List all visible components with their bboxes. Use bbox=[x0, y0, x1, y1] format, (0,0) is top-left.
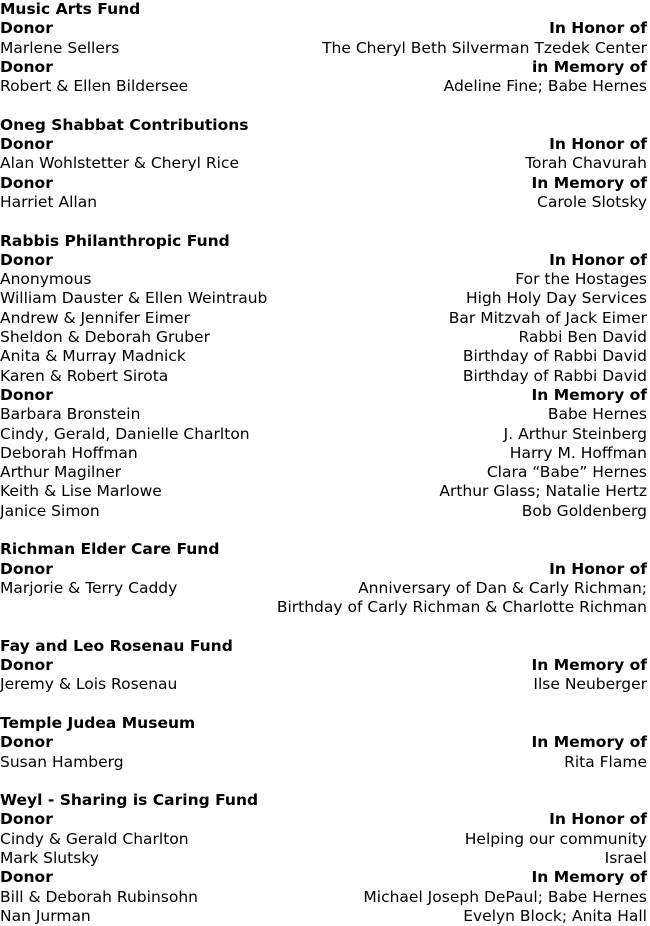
donor-name: Cindy, Gerald, Danielle Charlton bbox=[0, 424, 250, 443]
honoree-name: For the Hostages bbox=[515, 270, 647, 289]
donor-name: Alan Wohlstetter & Cheryl Rice bbox=[0, 154, 239, 173]
honoree-column-header: In Honor of bbox=[549, 810, 647, 829]
donation-row bbox=[0, 425, 647, 444]
column-header-row bbox=[0, 251, 647, 270]
honoree-name: Evelyn Block; Anita Hall bbox=[463, 906, 647, 925]
honoree-name: Bar Mitzvah of Jack Eimer bbox=[448, 308, 647, 327]
honoree-name: Adeline Fine; Babe Hernes bbox=[443, 77, 647, 96]
honoree-name bbox=[177, 579, 647, 618]
donor-name: Karen & Robert Sirota bbox=[0, 366, 169, 385]
donor-name: Anonymous bbox=[0, 270, 92, 289]
donation-row bbox=[0, 888, 647, 907]
column-header-row bbox=[0, 733, 647, 752]
donation-row bbox=[0, 289, 647, 308]
column-header-row bbox=[0, 135, 647, 154]
donation-row bbox=[0, 849, 647, 868]
honoree-column-header: In Honor of bbox=[549, 135, 647, 154]
fund-section bbox=[0, 540, 647, 617]
donor-name: Susan Hamberg bbox=[0, 752, 124, 771]
honoree-name: Birthday of Rabbi David bbox=[462, 347, 647, 366]
honoree-name: Clara “Babe” Hernes bbox=[486, 463, 647, 482]
fund-title: Music Arts Fund bbox=[0, 0, 141, 18]
fund-section bbox=[0, 637, 647, 695]
fund-section bbox=[0, 0, 647, 96]
fund-section bbox=[0, 714, 647, 772]
donor-column-header: Donor bbox=[0, 559, 53, 578]
donor-name: Sheldon & Deborah Gruber bbox=[0, 328, 210, 347]
fund-title: Temple Judea Museum bbox=[0, 713, 196, 732]
donor-column-header: Donor bbox=[0, 173, 53, 192]
fund-title: Fay and Leo Rosenau Fund bbox=[0, 636, 233, 655]
donor-name: Keith & Lise Marlowe bbox=[0, 482, 162, 501]
honoree-name: Helping our community bbox=[464, 829, 647, 848]
fund-title: Weyl - Sharing is Caring Fund bbox=[0, 791, 259, 810]
honoree-column-header: in Memory of bbox=[531, 57, 647, 76]
donor-name: Jeremy & Lois Rosenau bbox=[0, 675, 178, 694]
fund-title: Richman Elder Care Fund bbox=[0, 540, 220, 559]
donor-name: Barbara Bronstein bbox=[0, 405, 141, 424]
donor-name: Arthur Magilner bbox=[0, 463, 122, 482]
column-header-row bbox=[0, 58, 647, 77]
donor-column-header: Donor bbox=[0, 19, 53, 38]
donor-name: Mark Slutsky bbox=[0, 849, 99, 868]
donation-row bbox=[0, 444, 647, 463]
honoree-name: Michael Joseph DePaul; Babe Hernes bbox=[363, 887, 647, 906]
column-header-row bbox=[0, 560, 647, 579]
donor-name: Robert & Ellen Bildersee bbox=[0, 77, 189, 96]
honoree-line: Anniversary of Dan & Carly Richman; bbox=[358, 578, 647, 597]
honoree-column-header: In Memory of bbox=[531, 385, 647, 404]
donation-row bbox=[0, 328, 647, 347]
donation-row bbox=[0, 502, 647, 521]
honoree-column-header: In Memory of bbox=[531, 868, 647, 887]
donor-name: Deborah Hoffman bbox=[0, 443, 138, 462]
honoree-name: Rabbi Ben David bbox=[518, 328, 647, 347]
donation-row bbox=[0, 579, 647, 618]
donation-row bbox=[0, 77, 647, 96]
donor-column-header: Donor bbox=[0, 868, 53, 887]
column-header-row bbox=[0, 810, 647, 829]
donation-row bbox=[0, 154, 647, 173]
honoree-column-header: In Honor of bbox=[549, 559, 647, 578]
donation-row bbox=[0, 463, 647, 482]
donor-column-header: Donor bbox=[0, 57, 53, 76]
honoree-line: Birthday of Carly Richman & Charlotte Richman bbox=[276, 598, 647, 617]
donation-row bbox=[0, 675, 647, 694]
donor-name: Harriet Allan bbox=[0, 192, 98, 211]
column-header-row bbox=[0, 868, 647, 887]
donor-name: Andrew & Jennifer Eimer bbox=[0, 308, 190, 327]
honoree-name: Arthur Glass; Natalie Hertz bbox=[439, 482, 647, 501]
honoree-column-header: In Memory of bbox=[531, 173, 647, 192]
donor-name: Marlene Sellers bbox=[0, 38, 120, 57]
donation-row bbox=[0, 482, 647, 501]
fund-section bbox=[0, 232, 647, 521]
column-header-row bbox=[0, 386, 647, 405]
donation-row bbox=[0, 39, 647, 58]
donation-row bbox=[0, 309, 647, 328]
column-header-row bbox=[0, 174, 647, 193]
donor-column-header: Donor bbox=[0, 733, 53, 752]
donor-column-header: Donor bbox=[0, 250, 53, 269]
donor-name: Cindy & Gerald Charlton bbox=[0, 829, 189, 848]
honoree-name: Birthday of Rabbi David bbox=[462, 366, 647, 385]
donor-name: Nan Jurman bbox=[0, 906, 91, 925]
donation-row bbox=[0, 367, 647, 386]
honoree-name: The Cheryl Beth Silverman Tzedek Center bbox=[322, 38, 647, 57]
column-header-row bbox=[0, 19, 647, 38]
honoree-column-header: In Memory of bbox=[531, 656, 647, 675]
donor-name: Anita & Murray Madnick bbox=[0, 347, 186, 366]
column-header-row bbox=[0, 656, 647, 675]
honoree-name: J. Arthur Steinberg bbox=[503, 424, 647, 443]
donation-row bbox=[0, 270, 647, 289]
donation-row bbox=[0, 753, 647, 772]
honoree-name: Israel bbox=[604, 849, 647, 868]
honoree-name: Torah Chavurah bbox=[525, 154, 647, 173]
honoree-column-header: In Memory of bbox=[531, 733, 647, 752]
honoree-name: High Holy Day Services bbox=[466, 289, 647, 308]
honoree-name: Bob Goldenberg bbox=[521, 501, 647, 520]
honoree-name: Babe Hernes bbox=[547, 405, 647, 424]
donor-name: Janice Simon bbox=[0, 501, 100, 520]
donor-name: William Dauster & Ellen Weintraub bbox=[0, 289, 268, 308]
fund-section bbox=[0, 791, 647, 926]
honoree-name: Rita Flame bbox=[564, 752, 647, 771]
donation-row bbox=[0, 193, 647, 212]
donation-row bbox=[0, 405, 647, 424]
honoree-column-header: In Honor of bbox=[549, 250, 647, 269]
donor-column-header: Donor bbox=[0, 385, 53, 404]
honoree-column-header: In Honor of bbox=[549, 19, 647, 38]
donor-column-header: Donor bbox=[0, 810, 53, 829]
donation-row bbox=[0, 830, 647, 849]
honoree-name: Harry M. Hoffman bbox=[509, 443, 647, 462]
honoree-name: Carole Slotsky bbox=[537, 192, 647, 211]
donation-row bbox=[0, 907, 647, 926]
fund-title: Oneg Shabbat Contributions bbox=[0, 115, 249, 134]
donation-row bbox=[0, 347, 647, 366]
fund-section bbox=[0, 116, 647, 212]
donor-column-header: Donor bbox=[0, 656, 53, 675]
fund-title: Rabbis Philanthropic Fund bbox=[0, 231, 230, 250]
donor-column-header: Donor bbox=[0, 135, 53, 154]
donor-name: Marjorie & Terry Caddy bbox=[0, 578, 178, 597]
honoree-name: Ilse Neuberger bbox=[533, 675, 647, 694]
donor-name: Bill & Deborah Rubinsohn bbox=[0, 887, 198, 906]
